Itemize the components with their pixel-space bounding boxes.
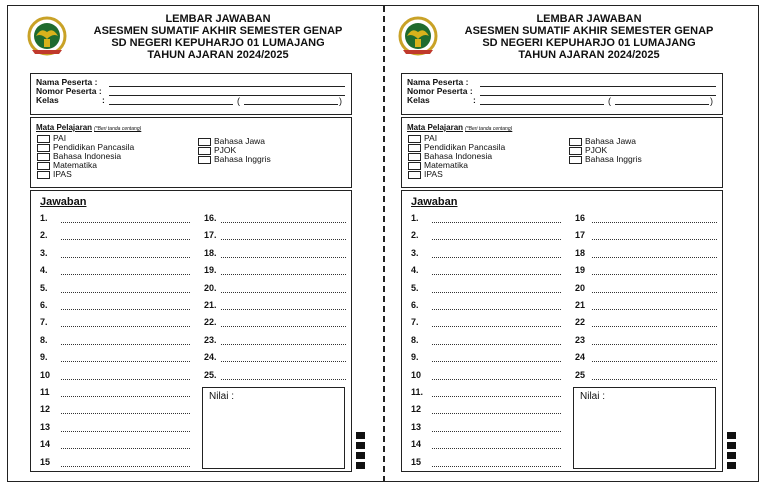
answer-row[interactable] [40, 422, 190, 434]
nomor-field[interactable] [109, 95, 345, 96]
subject-box [30, 117, 352, 188]
answer-row[interactable] [575, 300, 717, 312]
answer-number: 3. [411, 247, 419, 258]
subject-title-text: Mata Pelajaran [36, 123, 93, 132]
subject-checkbox[interactable] [408, 135, 421, 143]
answer-line[interactable] [592, 257, 717, 258]
subject-checkbox[interactable] [408, 162, 421, 170]
subject-title [407, 123, 512, 132]
subject-label: PJOK [214, 145, 237, 155]
header-line-1: LEMBAR JAWABAN [536, 13, 642, 25]
answer-row[interactable] [411, 370, 561, 382]
subject-label: Bahasa Indonesia [424, 151, 493, 161]
subject-option[interactable] [37, 170, 72, 179]
answer-row[interactable] [575, 352, 717, 364]
answer-row[interactable] [40, 335, 190, 347]
answer-line[interactable] [592, 326, 717, 327]
answer-number: 24. [204, 352, 217, 363]
answer-row[interactable] [204, 317, 346, 329]
answer-line[interactable] [432, 326, 561, 327]
answer-number: 21. [204, 300, 217, 310]
answer-number: 23. [204, 334, 217, 345]
answer-number: 25 [575, 369, 586, 380]
alignment-mark [727, 442, 736, 449]
answer-number: 22. [204, 317, 217, 328]
answer-row[interactable] [40, 457, 190, 469]
kelas-label: Kelas [407, 95, 430, 105]
answer-box [401, 190, 723, 472]
subject-label: PJOK [585, 145, 608, 155]
answer-row[interactable] [575, 283, 717, 295]
answer-row[interactable] [411, 422, 561, 434]
answer-number: 22 [575, 317, 586, 328]
subject-label: Bahasa Inggris [214, 154, 271, 164]
identity-box [30, 73, 352, 115]
answer-line[interactable] [221, 274, 346, 275]
kelas-sub-field[interactable] [615, 104, 709, 105]
subject-box [401, 117, 723, 188]
answer-row[interactable] [204, 352, 346, 364]
nomor-label: Nomor Peserta : [407, 86, 473, 96]
subject-checkbox[interactable] [198, 147, 211, 155]
answer-row[interactable] [40, 213, 190, 225]
answer-line[interactable] [61, 379, 190, 380]
answer-number: 20. [204, 282, 217, 293]
header-title [443, 13, 735, 61]
answer-title: Jawaban [40, 196, 87, 208]
nomor-field[interactable] [480, 95, 716, 96]
answer-row[interactable] [575, 370, 717, 382]
school-emblem-icon [27, 12, 67, 62]
answer-line[interactable] [221, 326, 346, 327]
kelas-sub-field[interactable] [244, 104, 338, 105]
answer-number: 19. [204, 265, 217, 276]
answer-sheet-left [30, 10, 368, 476]
answer-row[interactable] [575, 335, 717, 347]
answer-line[interactable] [221, 239, 346, 240]
answer-line[interactable] [61, 292, 190, 293]
answer-row[interactable] [411, 439, 561, 451]
answer-line[interactable] [432, 448, 561, 449]
answer-line[interactable] [432, 344, 561, 345]
answer-number: 17 [575, 230, 586, 241]
answer-row[interactable] [40, 439, 190, 451]
answer-row[interactable] [204, 283, 346, 295]
answer-row[interactable] [204, 370, 346, 382]
kelas-paren-close: ) [339, 96, 342, 106]
cut-line-divider [383, 6, 385, 482]
answer-line[interactable] [592, 239, 717, 240]
subject-note: (*Beri tanda centang) [465, 126, 513, 132]
answer-number: 9. [411, 352, 419, 363]
answer-number: 8. [40, 334, 48, 345]
nomor-label: Nomor Peserta : [36, 86, 102, 96]
answer-line[interactable] [61, 396, 190, 397]
kelas-field[interactable] [480, 104, 604, 105]
header-line-2: ASESMEN SUMATIF AKHIR SEMESTER GENAP [93, 25, 343, 37]
answer-sheet-right [401, 10, 739, 476]
subject-checkbox[interactable] [198, 156, 211, 164]
answer-row[interactable] [411, 352, 561, 364]
answer-line[interactable] [221, 361, 346, 362]
subject-label: IPAS [424, 169, 443, 179]
answer-number: 4. [411, 265, 419, 276]
answer-line[interactable] [61, 257, 190, 258]
subject-label: Pendidikan Pancasila [53, 142, 135, 152]
answer-number: 1. [411, 213, 419, 223]
answer-row[interactable] [411, 230, 561, 242]
header-line-4: TAHUN AJARAN 2024/2025 [518, 49, 660, 61]
answer-row[interactable] [40, 265, 190, 277]
answer-line[interactable] [432, 466, 561, 467]
answer-number: 10 [411, 369, 422, 380]
subject-label: Matematika [53, 160, 97, 170]
answer-number: 18 [575, 247, 586, 258]
answer-number: 13 [411, 421, 422, 432]
answer-row[interactable] [204, 265, 346, 277]
alignment-mark [356, 432, 365, 439]
answer-number: 19 [575, 265, 586, 276]
answer-number: 12 [40, 404, 51, 415]
answer-line[interactable] [432, 361, 561, 362]
kelas-paren-open: ( [237, 96, 240, 106]
answer-row[interactable] [575, 230, 717, 242]
subject-option[interactable] [569, 155, 642, 164]
answer-line[interactable] [61, 361, 190, 362]
subject-label: Matematika [424, 160, 468, 170]
answer-row[interactable] [40, 387, 190, 399]
subject-title-text: Mata Pelajaran [407, 123, 464, 132]
answer-line[interactable] [61, 309, 190, 310]
header-line-1: LEMBAR JAWABAN [165, 13, 271, 25]
answer-line[interactable] [592, 222, 717, 223]
answer-line[interactable] [61, 344, 190, 345]
answer-line[interactable] [432, 431, 561, 432]
answer-number: 11 [40, 387, 50, 397]
answer-line[interactable] [432, 292, 561, 293]
answer-row[interactable] [40, 300, 190, 312]
answer-row[interactable] [411, 213, 561, 225]
answer-line[interactable] [61, 431, 190, 432]
subject-note: (*Beri tanda centang) [94, 126, 142, 132]
subject-checkbox[interactable] [37, 153, 50, 161]
answer-line[interactable] [221, 344, 346, 345]
answer-row[interactable] [575, 265, 717, 277]
answer-row[interactable] [411, 335, 561, 347]
answer-number: 15 [40, 456, 51, 467]
sheet-header [401, 10, 739, 72]
answer-line[interactable] [432, 222, 561, 223]
score-box[interactable] [202, 387, 345, 469]
answer-row[interactable] [204, 248, 346, 260]
answer-line[interactable] [592, 292, 717, 293]
answer-line[interactable] [221, 379, 346, 380]
answer-row[interactable] [40, 230, 190, 242]
answer-line[interactable] [592, 309, 717, 310]
subject-label: PAI [53, 133, 67, 143]
alignment-mark [727, 432, 736, 439]
subject-title [36, 123, 141, 132]
answer-row[interactable] [204, 335, 346, 347]
alignment-marks [356, 432, 365, 472]
subject-label: PAI [424, 133, 438, 143]
answer-line[interactable] [61, 222, 190, 223]
answer-row[interactable] [40, 404, 190, 416]
answer-number: 8. [411, 334, 419, 345]
answer-row[interactable] [411, 300, 561, 312]
answer-number: 14 [411, 439, 422, 450]
answer-line[interactable] [592, 274, 717, 275]
answer-line[interactable] [61, 274, 190, 275]
answer-row[interactable] [40, 352, 190, 364]
answer-row[interactable] [575, 213, 717, 225]
header-title [72, 13, 364, 61]
answer-line[interactable] [592, 361, 717, 362]
sheet-header [30, 10, 368, 72]
subject-option[interactable] [408, 170, 443, 179]
answer-row[interactable] [411, 248, 561, 260]
answer-row[interactable] [411, 404, 561, 416]
alignment-mark [356, 452, 365, 459]
nama-field[interactable] [109, 86, 345, 87]
answer-number: 9. [40, 352, 48, 363]
answer-line[interactable] [61, 413, 190, 414]
header-line-3: SD NEGERI KEPUHARJO 01 LUMAJANG [482, 37, 696, 49]
answer-number: 20 [575, 282, 586, 293]
kelas-field[interactable] [109, 104, 233, 105]
answer-number: 23 [575, 334, 586, 345]
subject-checkbox[interactable] [569, 147, 582, 155]
answer-number: 2. [411, 230, 419, 241]
identity-box [401, 73, 723, 115]
kelas-paren-open: ( [608, 96, 611, 106]
nama-label: Nama Peserta : [36, 77, 98, 87]
answer-row[interactable] [411, 283, 561, 295]
answer-number: 13 [40, 421, 51, 432]
alignment-mark [356, 462, 365, 469]
answer-line[interactable] [221, 309, 346, 310]
alignment-mark [727, 452, 736, 459]
subject-label: Bahasa Inggris [585, 154, 642, 164]
answer-row[interactable] [204, 213, 346, 225]
nama-label: Nama Peserta : [407, 77, 469, 87]
score-label: Nilai : [209, 391, 235, 402]
answer-number: 14 [40, 439, 51, 450]
answer-row[interactable] [204, 300, 346, 312]
answer-number: 18. [204, 247, 217, 258]
answer-line[interactable] [432, 379, 561, 380]
subject-checkbox[interactable] [198, 138, 211, 146]
answer-line[interactable] [432, 309, 561, 310]
answer-number: 3. [40, 247, 48, 258]
subject-label: IPAS [53, 169, 72, 179]
subject-checkbox[interactable] [408, 153, 421, 161]
answer-number: 16. [204, 213, 217, 223]
answer-row[interactable] [40, 370, 190, 382]
answer-number: 5. [40, 282, 48, 293]
answer-number: 1. [40, 213, 48, 223]
answer-row[interactable] [411, 457, 561, 469]
answer-box [30, 190, 352, 472]
subject-checkbox[interactable] [37, 144, 50, 152]
alignment-mark [727, 462, 736, 469]
subject-checkbox[interactable] [37, 171, 50, 179]
subject-option[interactable] [198, 155, 271, 164]
answer-line[interactable] [221, 292, 346, 293]
kelas-colon: : [102, 95, 105, 105]
answer-number: 11. [411, 387, 424, 397]
kelas-paren-close: ) [710, 96, 713, 106]
subject-checkbox[interactable] [408, 171, 421, 179]
kelas-label: Kelas [36, 95, 59, 105]
subject-label: Bahasa Jawa [214, 136, 266, 146]
answer-line[interactable] [61, 326, 190, 327]
answer-line[interactable] [61, 448, 190, 449]
subject-checkbox[interactable] [37, 162, 50, 170]
answer-row[interactable] [411, 265, 561, 277]
answer-number: 2. [40, 230, 48, 241]
answer-row[interactable] [40, 283, 190, 295]
answer-line[interactable] [61, 466, 190, 467]
alignment-marks [727, 432, 736, 472]
answer-number: 21 [575, 300, 586, 310]
kelas-colon: : [473, 95, 476, 105]
answer-row[interactable] [575, 248, 717, 260]
header-line-2: ASESMEN SUMATIF AKHIR SEMESTER GENAP [464, 25, 714, 37]
answer-line[interactable] [592, 344, 717, 345]
subject-checkbox[interactable] [37, 135, 50, 143]
subject-checkbox[interactable] [408, 144, 421, 152]
answer-number: 4. [40, 265, 48, 276]
answer-number: 6. [411, 300, 419, 310]
answer-number: 7. [411, 317, 419, 328]
answer-line[interactable] [221, 222, 346, 223]
answer-row[interactable] [575, 317, 717, 329]
subject-label: Pendidikan Pancasila [424, 142, 506, 152]
subject-label: Bahasa Jawa [585, 136, 637, 146]
answer-line[interactable] [432, 413, 561, 414]
answer-row[interactable] [204, 230, 346, 242]
school-emblem-icon [398, 12, 438, 62]
answer-row[interactable] [411, 387, 561, 399]
answer-line[interactable] [432, 396, 561, 397]
score-label: Nilai : [580, 391, 606, 402]
score-box[interactable] [573, 387, 716, 469]
answer-row[interactable] [40, 248, 190, 260]
answer-number: 5. [411, 282, 419, 293]
answer-line[interactable] [432, 274, 561, 275]
header-line-3: SD NEGERI KEPUHARJO 01 LUMAJANG [111, 37, 325, 49]
answer-number: 6. [40, 300, 48, 310]
answer-line[interactable] [432, 257, 561, 258]
nama-field[interactable] [480, 86, 716, 87]
answer-number: 17. [204, 230, 217, 241]
answer-number: 12 [411, 404, 422, 415]
answer-row[interactable] [40, 317, 190, 329]
alignment-mark [356, 442, 365, 449]
answer-line[interactable] [61, 239, 190, 240]
answer-line[interactable] [432, 239, 561, 240]
subject-checkbox[interactable] [569, 156, 582, 164]
answer-line[interactable] [221, 257, 346, 258]
answer-title: Jawaban [411, 196, 458, 208]
answer-number: 7. [40, 317, 48, 328]
answer-row[interactable] [411, 317, 561, 329]
answer-number: 24 [575, 352, 586, 363]
subject-label: Bahasa Indonesia [53, 151, 122, 161]
answer-number: 16 [575, 213, 586, 223]
header-line-4: TAHUN AJARAN 2024/2025 [147, 49, 289, 61]
answer-number: 10 [40, 369, 51, 380]
answer-number: 15 [411, 456, 422, 467]
subject-checkbox[interactable] [569, 138, 582, 146]
answer-number: 25. [204, 369, 217, 380]
answer-line[interactable] [592, 379, 717, 380]
